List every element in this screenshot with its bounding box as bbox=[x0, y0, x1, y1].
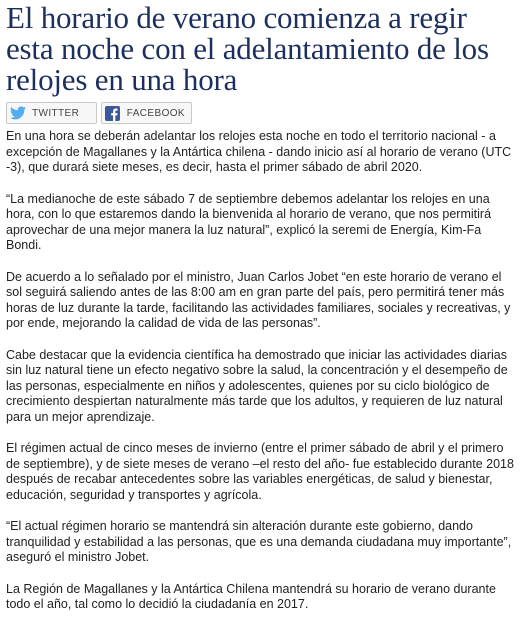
article-paragraph: Cabe destacar que la evidencia científica ha demostrado que iniciar las actividades diarias sin luz natural tiene un efecto negativo sobre la salud, la concentración y el desempeño de las personas, especialmente en niños y adolescentes, quienes por su ciclo biológico de crecimiento despiertan naturalmente más tarde que los adultos, y requieren de luz natural para un mejor aprendizaje. bbox=[6, 347, 508, 424]
share-bar bbox=[6, 102, 520, 124]
article-paragraph: De acuerdo a lo señalado por el ministro, Juan Carlos Jobet “en este horario de verano el sol seguirá saliendo antes de las 8:00 am en gran parte del país, pero permitirá tener más horas de luz durante la tarde, facilitando las actividades familiares, sociales y recreativas, y por ende, mejorando la calidad de vida de las personas”. bbox=[6, 269, 511, 330]
article-paragraph: “La medianoche de este sábado 7 de septiembre debemos adelantar los relojes en una hora, con lo que estaremos dando la bienvenida al horario de verano, que nos permitirá aprovechar de una mejor manera la luz natural”, explicó la seremi de Energía, Kim-Fa Bondi. bbox=[6, 191, 492, 252]
article-headline: El horario de verano comienza a regir esta noche con el adelantamiento de los relojes en una hora bbox=[6, 0, 489, 97]
twitter-share-label: TWITTER bbox=[32, 107, 80, 119]
facebook-icon bbox=[105, 105, 121, 121]
article-body bbox=[6, 129, 520, 613]
article-paragraph: La Región de Magallanes y la Antártica Chilena mantendrá su horario de verano durante todo el año, tal como lo decidió la ciudadanía en 2017. bbox=[6, 581, 496, 611]
facebook-share-button[interactable] bbox=[101, 102, 192, 124]
article-paragraph: “El actual régimen horario se mantendrá sin alteración durante este gobierno, dando tranquilidad y estabilidad a las personas, que es una demanda ciudadana muy importante”, aseguró el ministro Jobet. bbox=[6, 519, 512, 564]
facebook-share-label: FACEBOOK bbox=[126, 107, 185, 119]
article bbox=[6, 0, 520, 629]
article-paragraph: El régimen actual de cinco meses de invierno (entre el primer sábado de abril y el primero de septiembre), y de siete meses de verano –el resto del año- fue establecido durante 2018 después de recabar antecedentes sobre las variables energéticas, de salud y bienestar, educación, seguridad y transportes y agrícola. bbox=[6, 441, 514, 502]
article-paragraph: En una hora se deberán adelantar los relojes esta noche en todo el territorio nacional - a excepción de Magallanes y la Antártica chilena - dando inicio así al horario de verano (UTC -3), que durará siete meses, es decir, hasta el primer sábado de abril 2020. bbox=[6, 129, 512, 174]
twitter-share-button[interactable] bbox=[6, 102, 97, 124]
twitter-bird-icon bbox=[10, 105, 26, 121]
